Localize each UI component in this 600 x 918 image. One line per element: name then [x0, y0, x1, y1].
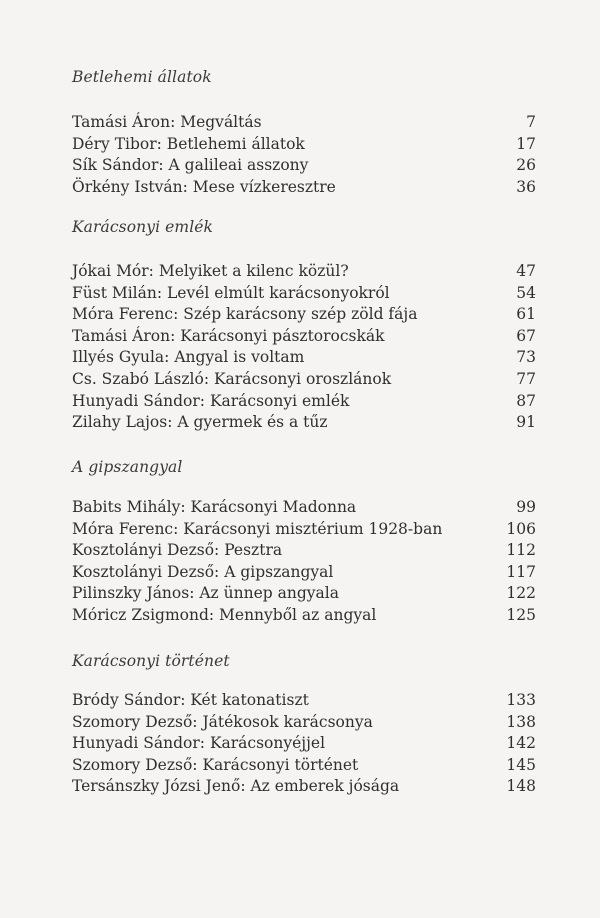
entry-page-number: 36	[516, 177, 536, 196]
entry-title: Pilinszky János: Az ünnep angyala	[72, 584, 339, 603]
entry-page-number: 87	[516, 391, 536, 410]
entry-page-number: 47	[516, 262, 536, 280]
toc-entry	[72, 755, 536, 776]
entry-page-number: 91	[516, 413, 536, 432]
entry-title: Babits Mihály: Karácsonyi Madonna	[72, 498, 357, 516]
entry-title: Móra Ferenc: Karácsonyi misztérium 1928-ban	[72, 519, 443, 538]
entry-page-number: 77	[516, 370, 536, 388]
entry-page-number: 145	[506, 755, 536, 774]
entry-page-number: 133	[506, 691, 536, 709]
toc-entry	[72, 712, 536, 733]
entry-title: Hunyadi Sándor: Karácsonyéjjel	[72, 734, 326, 753]
entry-title: Sík Sándor: A galileai asszony	[72, 156, 309, 175]
toc-entry	[72, 304, 536, 325]
entry-title: Móricz Zsigmond: Mennyből az angyal	[72, 606, 377, 624]
toc-entry	[72, 261, 536, 282]
entry-page-number: 122	[506, 584, 536, 603]
entry-page-number: 67	[516, 326, 536, 345]
entry-page-number: 17	[516, 134, 536, 153]
toc-entry	[72, 690, 536, 711]
entry-page-number: 99	[516, 498, 536, 516]
section-title: A gipszangyal	[72, 458, 183, 476]
entry-page-number: 106	[506, 519, 536, 538]
section-title: Karácsonyi történet	[72, 652, 230, 670]
toc-entry	[72, 134, 536, 155]
section-title: Karácsonyi emlék	[72, 218, 214, 236]
entry-page-number: 148	[506, 777, 536, 796]
entry-page-number: 61	[516, 305, 536, 324]
entry-title: Bródy Sándor: Két katonatiszt	[72, 691, 309, 709]
entry-page-number: 26	[516, 156, 536, 175]
toc-entry	[72, 391, 536, 412]
entry-page-number: 117	[506, 562, 536, 581]
toc-entry	[72, 412, 536, 433]
toc-entry	[72, 540, 536, 561]
entry-title: Zilahy Lajos: A gyermek és a tűz	[72, 413, 328, 432]
entry-title: Örkény István: Mese vízkeresztre	[72, 177, 336, 196]
entry-page-number: 7	[526, 113, 536, 131]
entry-title: Cs. Szabó László: Karácsonyi oroszlánok	[72, 370, 392, 388]
toc-entry	[72, 155, 536, 176]
entry-title: Tersánszky Józsi Jenő: Az emberek jósága	[72, 777, 400, 796]
entry-page-number: 54	[516, 283, 536, 302]
toc-entry	[72, 177, 536, 198]
entry-page-number: 112	[506, 541, 536, 560]
toc-entry	[72, 562, 536, 583]
entry-page-number: 125	[506, 606, 536, 624]
entry-title: Déry Tibor: Betlehemi állatok	[72, 134, 305, 153]
entry-title: Hunyadi Sándor: Karácsonyi emlék	[72, 391, 350, 410]
toc-entry	[72, 283, 536, 304]
toc-entry	[72, 733, 536, 754]
entry-page-number: 142	[506, 734, 536, 753]
entry-page-number: 138	[506, 712, 536, 731]
entry-title: Szomory Dezső: Karácsonyi történet	[72, 755, 359, 774]
toc-entry	[72, 112, 536, 133]
toc-entry	[72, 347, 536, 368]
entry-title: Kosztolányi Dezső: Pesztra	[72, 541, 283, 560]
entry-title: Kosztolányi Dezső: A gipszangyal	[72, 562, 334, 581]
toc-entry	[72, 605, 536, 626]
entry-title: Tamási Áron: Megváltás	[72, 113, 262, 131]
entry-title: Füst Milán: Levél elmúlt karácsonyokról	[72, 283, 390, 302]
toc-entry	[72, 519, 536, 540]
entry-title: Tamási Áron: Karácsonyi pásztorocskák	[72, 326, 385, 345]
toc-entry	[72, 776, 536, 797]
entry-title: Szomory Dezső: Játékosok karácsonya	[72, 712, 373, 731]
toc-entry	[72, 369, 536, 390]
entry-title: Móra Ferenc: Szép karácsony szép zöld fája	[72, 305, 418, 324]
toc-entry	[72, 326, 536, 347]
toc-entry	[72, 497, 536, 518]
entry-title: Illyés Gyula: Angyal is voltam	[72, 348, 305, 367]
entry-page-number: 73	[516, 348, 536, 367]
entry-title: Jókai Mór: Melyiket a kilenc közül?	[72, 262, 349, 280]
section-title: Betlehemi állatok	[72, 68, 212, 86]
toc-entry	[72, 583, 536, 604]
